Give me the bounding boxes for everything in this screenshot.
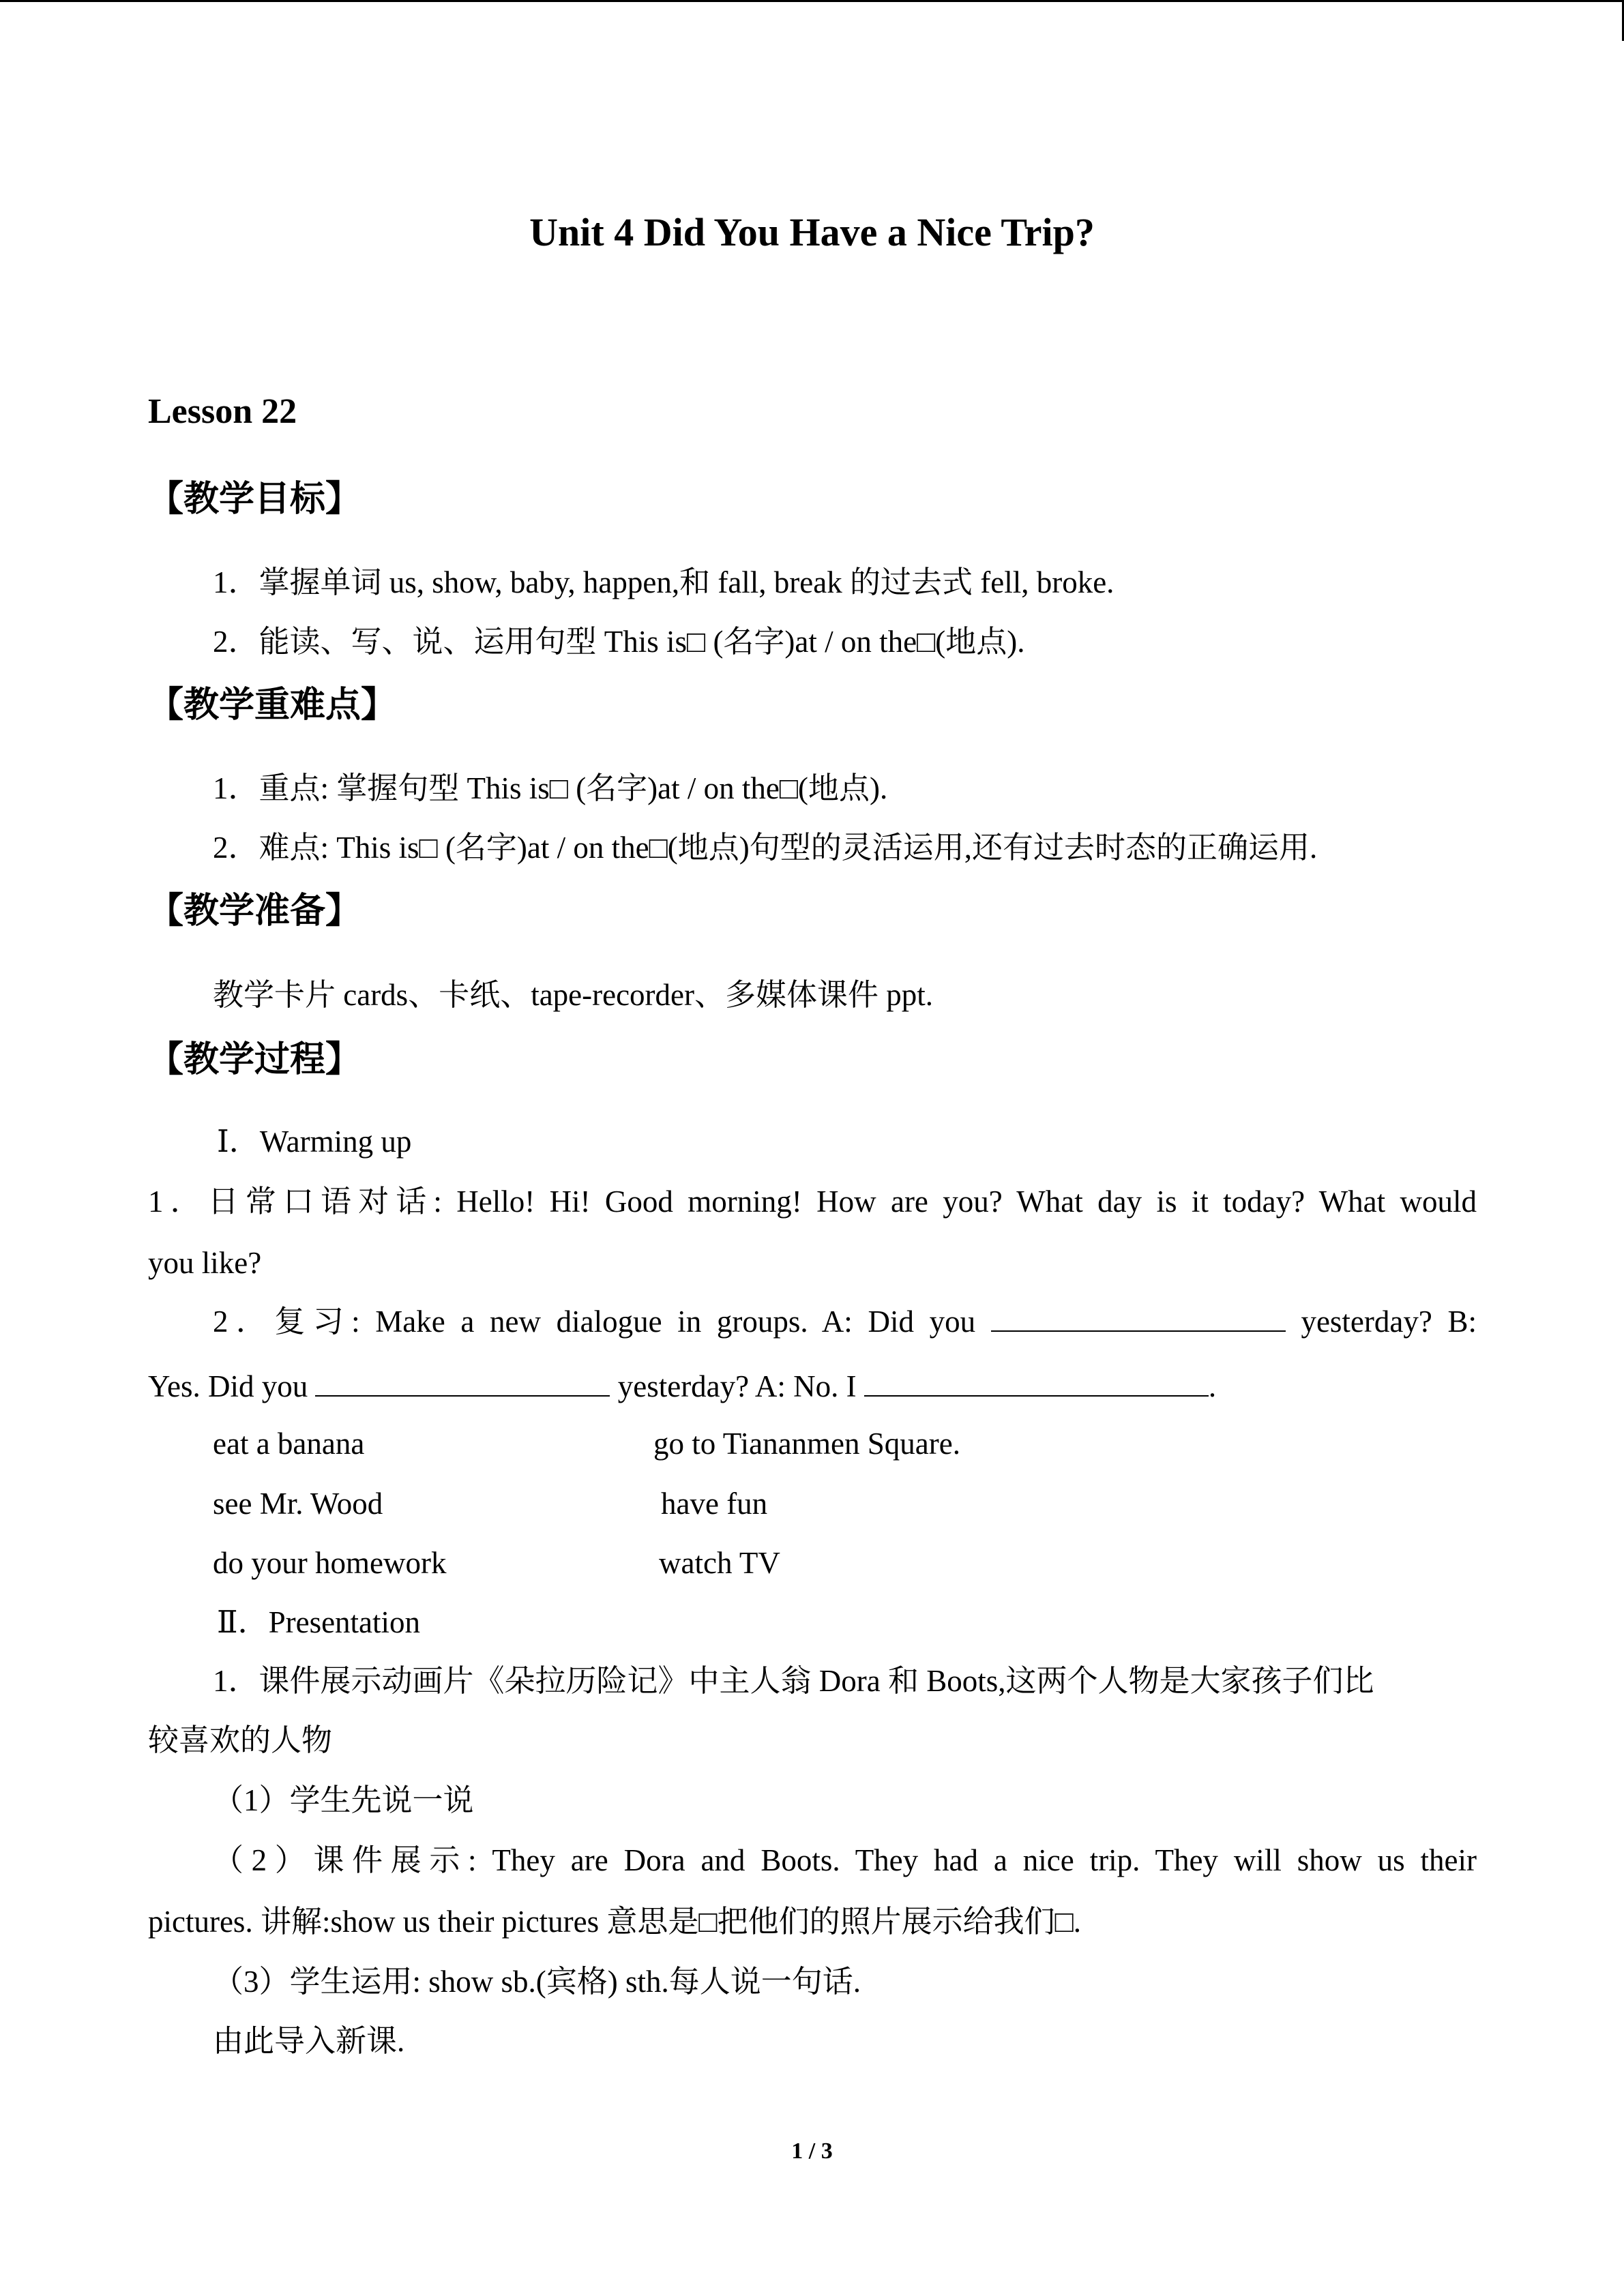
page-top-border [0, 0, 1624, 2]
page-number: 1 / 3 [791, 2138, 833, 2164]
closing-line: 由此导入新课. [213, 2024, 405, 2058]
warmup-item-2-line2 [148, 1368, 1216, 1402]
phrase-left-1: eat a banana [213, 1427, 365, 1461]
section-heading-objectives: 【教学目标】 [148, 479, 361, 520]
dialogue-text-d: yesterday? A: No. I [617, 1369, 857, 1403]
dialogue-text-b: yesterday? B: [1301, 1304, 1477, 1339]
phrase-right-2: have fun [661, 1487, 768, 1521]
presentation-item-1-line1: 1．课件展示动画片《朵拉历险记》中主人翁 Dora 和 Boots,这两个人物是大家孩子们比 [213, 1664, 1374, 1698]
phrase-left-2: see Mr. Wood [213, 1487, 383, 1521]
presentation-sub-3: （3）学生运用: show sb.(宾格) sth.每人说一句话. [213, 1965, 861, 1999]
presentation-sub-2-line2: pictures. 讲解:show us their pictures 意思是□把他们的照片展示给我们□. [148, 1905, 1081, 1939]
presentation-sub-1: （1）学生先说一说 [213, 1783, 474, 1817]
section-heading-preparation: 【教学准备】 [148, 891, 361, 931]
warmup-item-1-line1: 1．日常口语对话: Hello! Hi! Good morning! How are you? What day is it today? What would [148, 1184, 1477, 1219]
dialogue-text-e: . [1208, 1369, 1217, 1403]
dialogue-text-c: Yes. Did you [148, 1369, 308, 1403]
preparation-text: 教学卡片 cards、卡纸、tape-recorder、多媒体课件 ppt. [213, 978, 934, 1012]
presentation-sub-2-line1: （2）课件展示: They are Dora and Boots. They had a nice trip. They will show us their [213, 1843, 1477, 1877]
part2-title: Ⅱ．Presentation [217, 1605, 421, 1639]
document-title: Unit 4 Did You Have a Nice Trip? [529, 210, 1095, 254]
phrase-right-3: watch TV [659, 1546, 780, 1580]
section-heading-key-points: 【教学重难点】 [148, 685, 397, 726]
phrase-right-1: go to Tiananmen Square. [653, 1427, 960, 1461]
section-heading-process: 【教学过程】 [148, 1039, 361, 1080]
objective-item-1: 1．掌握单词 us, show, baby, happen,和 fall, break 的过去式 fell, broke. [213, 565, 1114, 599]
lesson-heading: Lesson 22 [148, 392, 297, 431]
warmup-item-2-line1 [148, 1292, 1477, 1352]
warmup-item-1-line2: you like? [148, 1246, 262, 1280]
answer-blank-2[interactable] [315, 1368, 610, 1397]
presentation-item-1-line2: 较喜欢的人物 [148, 1723, 333, 1757]
phrase-left-3: do your homework [213, 1546, 447, 1580]
dialogue-text-a: 2．复习: Make a new dialogue in groups. A: Did you [213, 1304, 976, 1339]
key-point-item-1: 1．重点: 掌握句型 This is□ (名字)at / on the□(地点). [213, 771, 888, 805]
key-point-item-2: 2．难点: This is□ (名字)at / on the□(地点)句型的灵活运用,还有过去时态的正确运用. [213, 831, 1318, 865]
part1-title: Ⅰ．Warming up [217, 1124, 412, 1159]
answer-blank-3[interactable] [864, 1368, 1209, 1397]
answer-blank-1[interactable] [991, 1303, 1286, 1332]
objective-item-2: 2．能读、写、说、运用句型 This is□ (名字)at / on the□(地点). [213, 625, 1025, 659]
